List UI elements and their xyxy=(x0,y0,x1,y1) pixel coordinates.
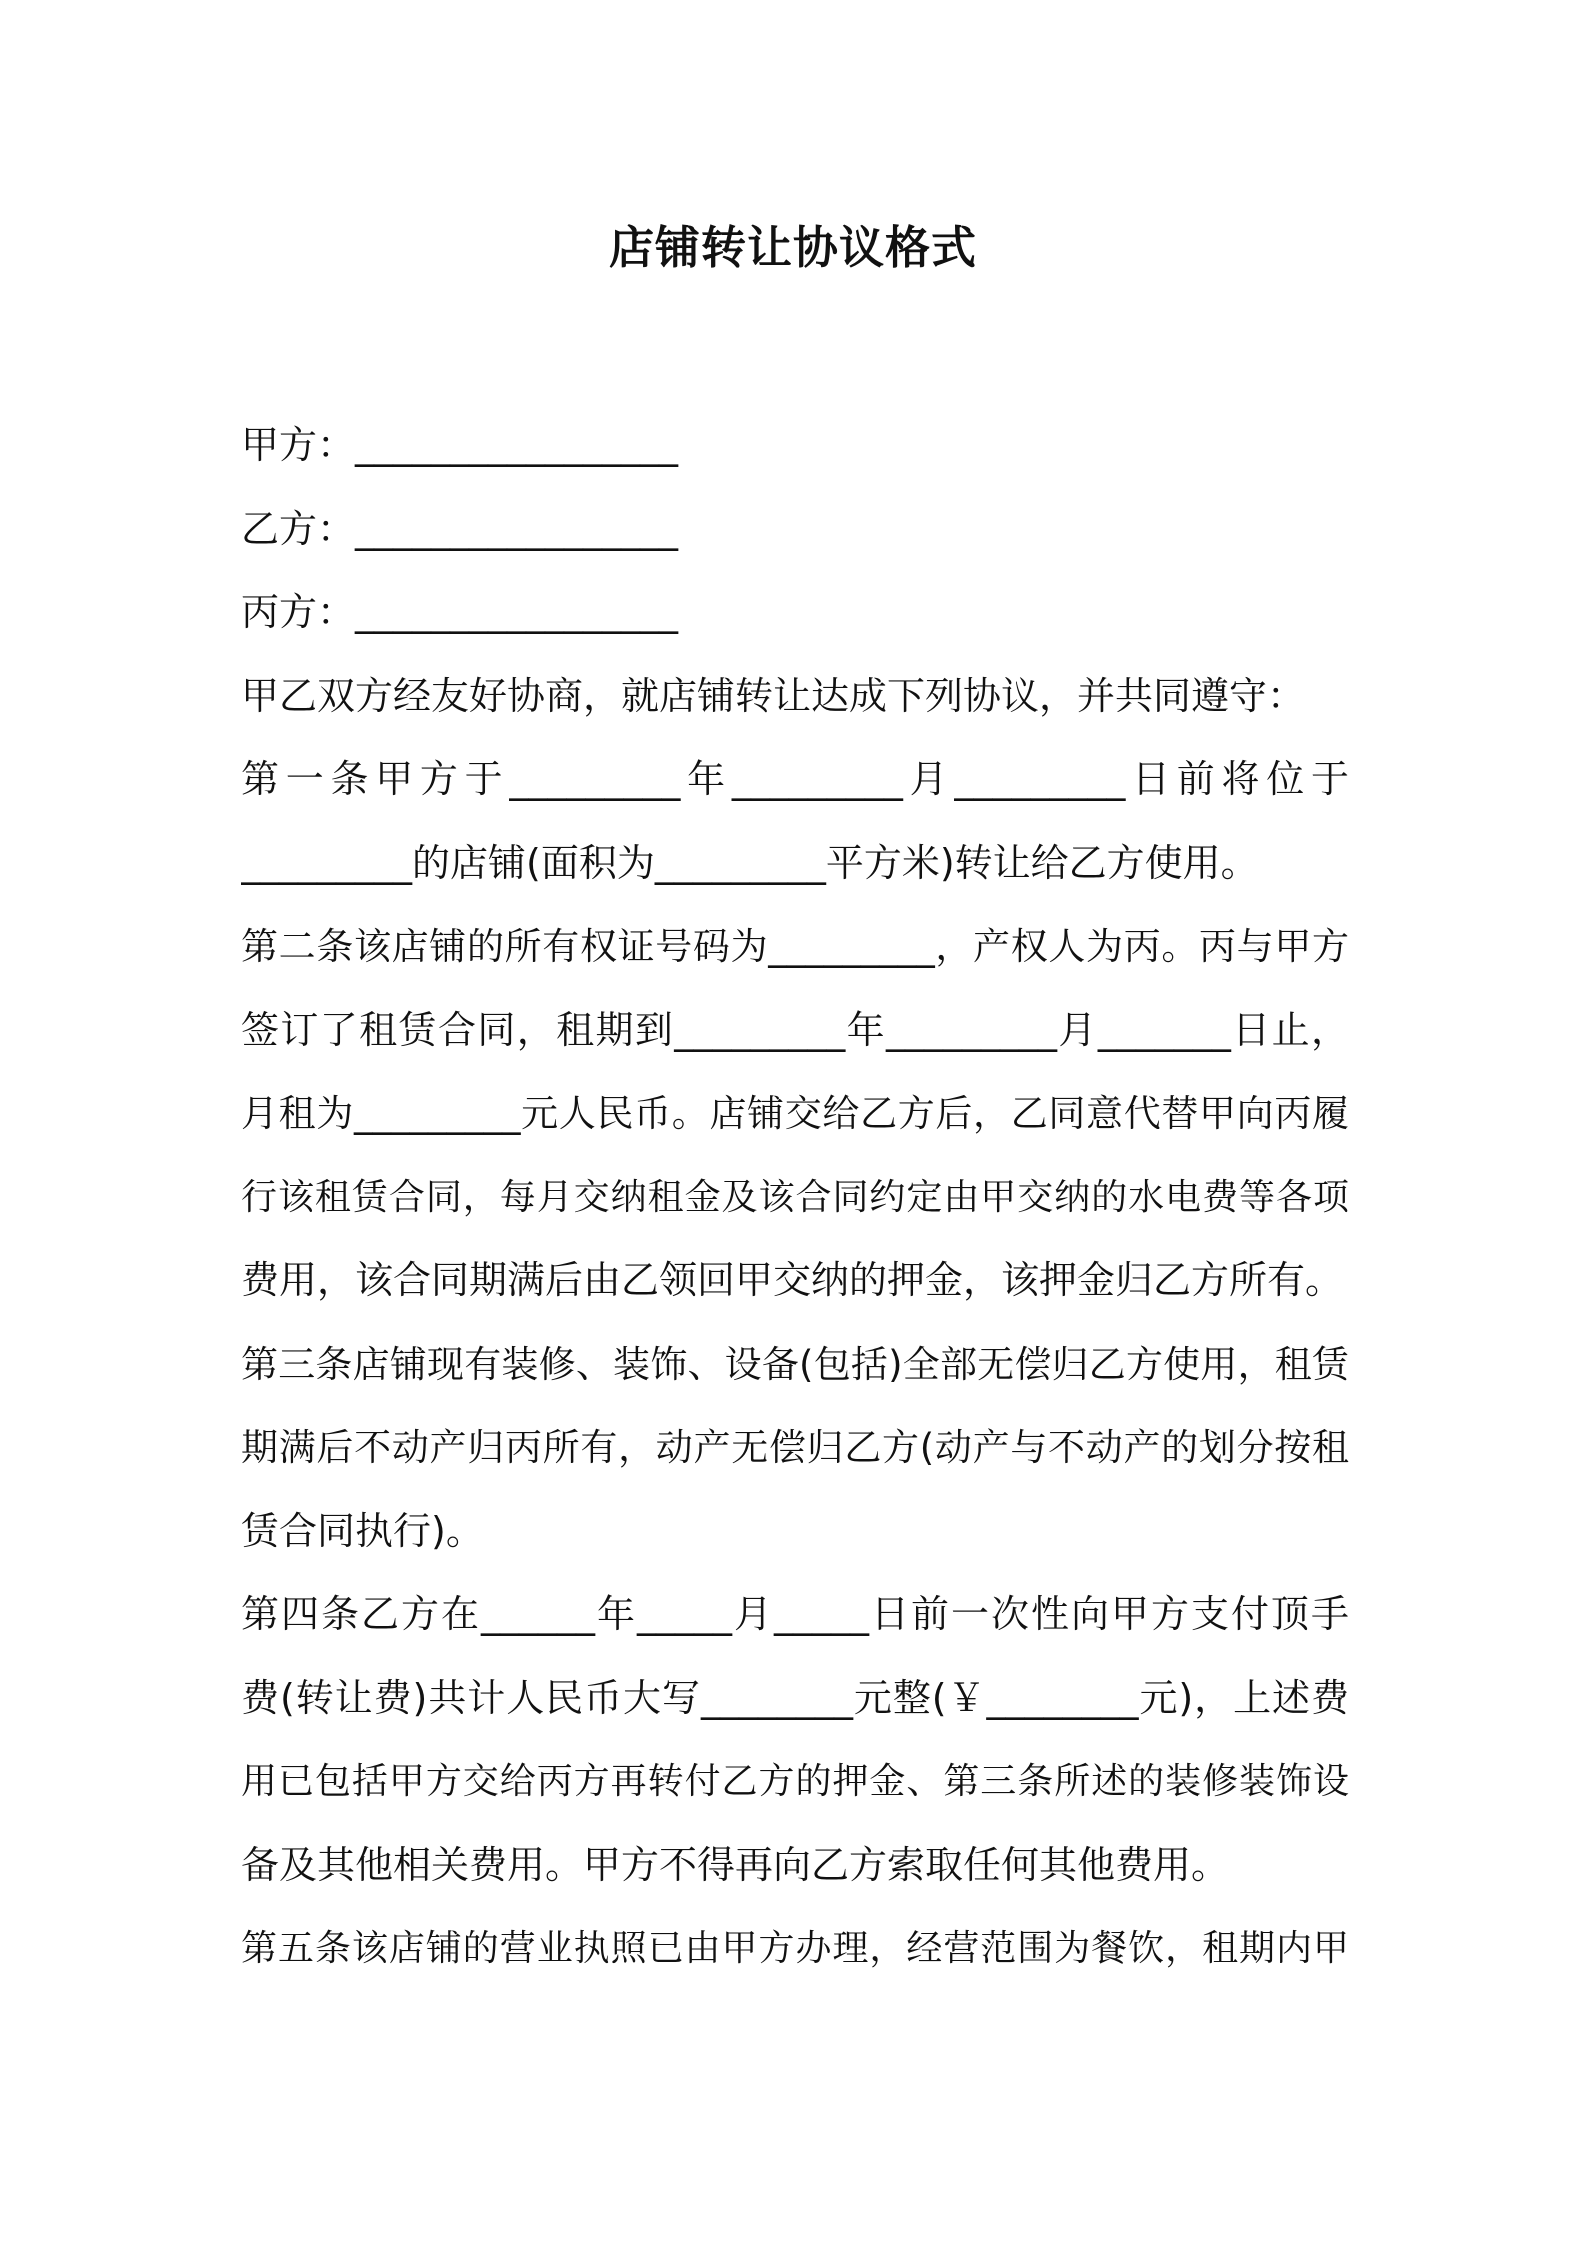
party-c-line: 丙方：_________________ xyxy=(241,590,679,634)
article-4-line-4: 备及其他相关费用。甲方不得再向乙方索取任何其他费用。 xyxy=(241,1842,1230,1887)
article-3-line-1: 第三条店铺现有装修、装饰、设备(包括)全部无偿归乙方使用，租赁 xyxy=(241,1342,1349,1386)
article-3-line-2: 期满后不动产归丙所有，动产无偿归乙方(动产与不动产的划分按租 xyxy=(241,1426,1349,1469)
article-2-line-1: 第二条该店铺的所有权证号码为_________，产权人为丙。丙与甲方 xyxy=(241,925,1349,968)
article-2-line-2: 签订了租赁合同，租期到_________年_________月_______日止， xyxy=(241,1007,1349,1052)
document-body xyxy=(241,404,1349,1991)
article-4-line-1: 第四条乙方在______年_____月_____日前一次性向甲方支付顶手 xyxy=(241,1592,1349,1636)
article-2-line-3: 月租为_________元人民币。店铺交给乙方后，乙同意代替甲向丙履 xyxy=(241,1092,1349,1135)
document-title: 店铺转让协议格式 xyxy=(608,221,977,274)
article-4-line-3: 用已包括甲方交给丙方再转付乙方的押金、第三条所述的装修装饰设 xyxy=(241,1761,1349,1802)
article-5-line-1: 第五条该店铺的营业执照已由甲方办理，经营范围为餐饮，租期内甲 xyxy=(241,1928,1349,1969)
party-b-line: 乙方：_________________ xyxy=(241,506,679,551)
article-3-line-3: 赁合同执行)。 xyxy=(241,1508,484,1553)
party-a-line: 甲方：_________________ xyxy=(241,423,679,467)
article-2-line-5: 费用，该合同期满后由乙领回甲交纳的押金，该押金归乙方所有。 xyxy=(241,1258,1344,1302)
article-1-line-2: _________的店铺(面积为_________平方米)转让给乙方使用。 xyxy=(241,840,1259,885)
article-1-line-1: 第一条甲方于_________年_________月_________日前将位于 xyxy=(241,757,1349,801)
preamble-line: 甲乙双方经友好协商，就店铺转让达成下列协议，并共同遵守： xyxy=(241,673,1306,718)
article-4-line-2: 费(转让费)共计人民币大写________元整(￥________元)，上述费 xyxy=(241,1675,1349,1720)
article-2-line-4: 行该租赁合同，每月交纳租金及该合同约定由甲交纳的水电费等各项 xyxy=(241,1176,1349,1218)
